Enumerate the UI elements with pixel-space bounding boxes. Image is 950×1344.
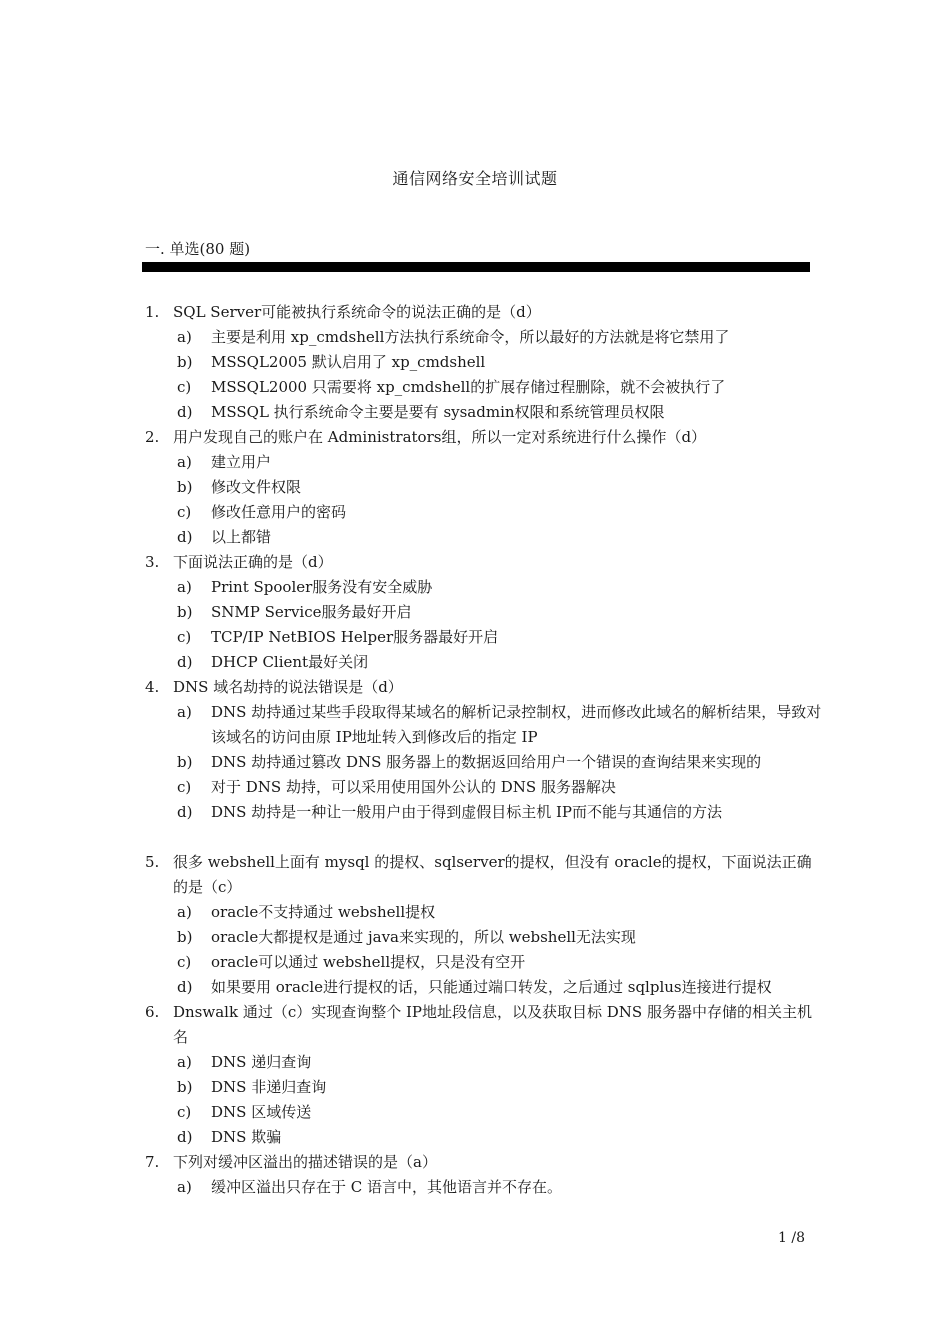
question-number: 3. [145, 553, 160, 571]
question-stem [145, 550, 825, 575]
question-stem [145, 300, 825, 325]
question-number: 4. [145, 678, 160, 696]
option-letter: b) [177, 928, 193, 946]
option-text: 主要是利用 xp_cmdshell方法执行系统命令，所以最好的方法就是将它禁用了 [211, 328, 730, 346]
option-text: DNS 劫持是一种让一般用户由于得到虚假目标主机 IP而不能与其通信的方法 [211, 803, 722, 821]
answer-option [145, 1100, 825, 1125]
question-text: SQL Server可能被执行系统命令的说法正确的是（d） [173, 303, 541, 321]
option-letter: c) [177, 628, 192, 646]
answer-option [145, 500, 825, 525]
answer-option [145, 1125, 825, 1150]
option-text: oracle不支持通过 webshell提权 [211, 903, 436, 921]
option-text: TCP/IP NetBIOS Helper服务器最好开启 [211, 628, 499, 646]
question-item [145, 425, 825, 550]
question-text: 很多 webshell上面有 mysql 的提权、sqlserver的提权，但没有 oracle的提权，下面说法正确的是（c） [173, 853, 812, 896]
answer-option [145, 325, 825, 350]
option-text: oracle大都提权是通过 java来实现的，所以 webshell无法实现 [211, 928, 636, 946]
option-letter: c) [177, 1103, 192, 1121]
option-text: 对于 DNS 劫持，可以采用使用国外公认的 DNS 服务器解决 [211, 778, 616, 796]
question-stem [145, 1150, 825, 1175]
option-letter: d) [177, 1128, 193, 1146]
page-number: 1 /8 [778, 1230, 805, 1246]
option-text: 缓冲区溢出只存在于 C 语言中，其他语言并不存在。 [211, 1178, 563, 1196]
option-text: MSSQL2005 默认启用了 xp_cmdshell [211, 353, 486, 371]
question-text: DNS 域名劫持的说法错误是（d） [173, 678, 403, 696]
option-letter: b) [177, 353, 193, 371]
option-letter: b) [177, 478, 193, 496]
option-letter: d) [177, 803, 193, 821]
question-text: 用户发现自己的账户在 Administrators组，所以一定对系统进行什么操作（d） [173, 428, 707, 446]
question-number: 2. [145, 428, 160, 446]
option-letter: c) [177, 378, 192, 396]
question-stem [145, 425, 825, 450]
option-text: 修改任意用户的密码 [211, 503, 347, 521]
answer-option [145, 600, 825, 625]
answer-option [145, 625, 825, 650]
question-stem [145, 850, 825, 900]
option-letter: a) [177, 453, 192, 471]
question-item [145, 550, 825, 675]
answer-option [145, 450, 825, 475]
question-stem [145, 675, 825, 700]
answer-option [145, 650, 825, 675]
answer-option [145, 350, 825, 375]
section-divider [142, 262, 810, 272]
option-letter: c) [177, 953, 192, 971]
question-text: 下列对缓冲区溢出的描述错误的是（a） [173, 1153, 437, 1171]
answer-option [145, 975, 825, 1000]
question-number: 6. [145, 1003, 160, 1021]
option-letter: a) [177, 703, 192, 721]
option-text: 如果要用 oracle进行提权的话，只能通过端口转发，之后通过 sqlplus连接进行提权 [211, 978, 772, 996]
question-list [145, 300, 825, 1200]
option-letter: c) [177, 778, 192, 796]
answer-option [145, 525, 825, 550]
answer-option [145, 575, 825, 600]
question-number: 7. [145, 1153, 160, 1171]
option-text: DNS 欺骗 [211, 1128, 282, 1146]
question-item [145, 1150, 825, 1200]
option-letter: b) [177, 753, 193, 771]
answer-option [145, 900, 825, 925]
option-letter: a) [177, 1178, 192, 1196]
option-text: 建立用户 [211, 453, 272, 471]
question-item [145, 850, 825, 1000]
option-letter: d) [177, 528, 193, 546]
option-letter: a) [177, 578, 192, 596]
option-letter: d) [177, 403, 193, 421]
option-text: DNS 非递归查询 [211, 1078, 327, 1096]
question-item [145, 300, 825, 425]
answer-option [145, 1075, 825, 1100]
option-letter: d) [177, 653, 193, 671]
option-letter: b) [177, 603, 193, 621]
answer-option [145, 1175, 825, 1200]
question-item [145, 675, 825, 825]
option-text: oracle可以通过 webshell提权，只是没有空开 [211, 953, 526, 971]
answer-option [145, 400, 825, 425]
answer-option [145, 800, 825, 825]
option-text: DNS 劫持通过篡改 DNS 服务器上的数据返回给用户一个错误的查询结果来实现的 [211, 753, 762, 771]
question-number: 1. [145, 303, 160, 321]
option-letter: a) [177, 328, 192, 346]
option-text: MSSQL2000 只需要将 xp_cmdshell的扩展存储过程删除，就不会被执行了 [211, 378, 726, 396]
option-text: 修改文件权限 [211, 478, 302, 496]
answer-option [145, 925, 825, 950]
option-text: DNS 区域传送 [211, 1103, 312, 1121]
question-number: 5. [145, 853, 160, 871]
answer-option [145, 1050, 825, 1075]
option-text: DHCP Client最好关闭 [211, 653, 369, 671]
answer-option [145, 475, 825, 500]
option-text: Print Spooler服务没有安全威胁 [211, 578, 433, 596]
document-title: 通信网络安全培训试题 [392, 169, 558, 188]
option-text: DNS 劫持通过某些手段取得某域名的解析记录控制权，进而修改此域名的解析结果，导致对该域名的访问由原 IP地址转入到修改后的指定 IP [211, 703, 822, 746]
option-text: SNMP Service服务最好开启 [211, 603, 412, 621]
option-letter: b) [177, 1078, 193, 1096]
answer-option [145, 700, 825, 750]
question-text: 下面说法正确的是（d） [173, 553, 333, 571]
option-letter: a) [177, 1053, 192, 1071]
option-text: DNS 递归查询 [211, 1053, 312, 1071]
option-text: MSSQL 执行系统命令主要是要有 sysadmin权限和系统管理员权限 [211, 403, 665, 421]
section-heading: 一. 单选(80 题) [145, 240, 251, 258]
answer-option [145, 775, 825, 800]
answer-option [145, 950, 825, 975]
question-stem [145, 1000, 825, 1050]
option-letter: c) [177, 503, 192, 521]
question-text: Dnswalk 通过（c）实现查询整个 IP地址段信息，以及获取目标 DNS 服务器中存储的相关主机名 [173, 1003, 812, 1046]
option-text: 以上都错 [211, 528, 272, 546]
option-letter: d) [177, 978, 193, 996]
option-letter: a) [177, 903, 192, 921]
answer-option [145, 375, 825, 400]
answer-option [145, 750, 825, 775]
question-item [145, 1000, 825, 1150]
